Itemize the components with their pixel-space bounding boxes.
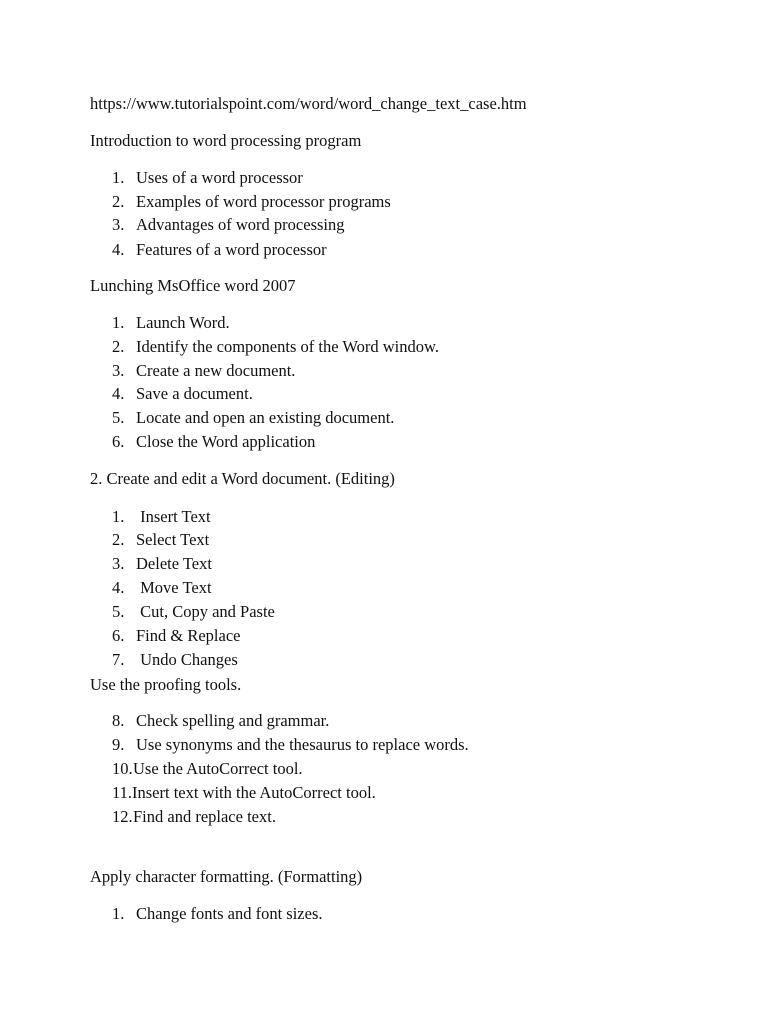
section-heading-intro: Introduction to word processing program [90,131,362,150]
section-heading-editing: 2. Create and edit a Word document. (Editing) [90,469,395,488]
section-heading-formatting: Apply character formatting. (Formatting) [90,867,363,886]
source-url: https://www.tutorialspoint.com/word/word_change_text_case.htm [90,94,527,113]
section-heading-proofing: Use the proofing tools. [90,675,242,694]
section-heading-launching: Lunching MsOffice word 2007 [90,276,296,295]
document-page: https://www.tutorialspoint.com/word/word_change_text_case.htm Introduction to word processing program 1. Uses of a word processor 2. Examples of word processor programs 3. Advantages of word processing 4. Features of a word processor Lunching MsOffice word 2007 1. Launch Word. 2. Identify the components of the Word window. 3. Create a new document. 4. Save a document. 5. Locate and open an existing document. 6. Close the Word application 2. Create and edit a Word document. (Editing) 1. Insert Text 2. Select Text 3. Delete Text 4. Move Text 5. Cut, Copy and Paste 6. Find & Replace 7. Undo Changes Use the proofing tools. 8. Check spelling and grammar. 9. Use synonyms and the thesaurus to replace words. 10. Use the AutoCorrect tool. 11. Insert text with the AutoCorrect tool. 12. Find and replace text. Apply character formatting. (Formatting) 1. Change fonts and font sizes. [90,94,527,923]
